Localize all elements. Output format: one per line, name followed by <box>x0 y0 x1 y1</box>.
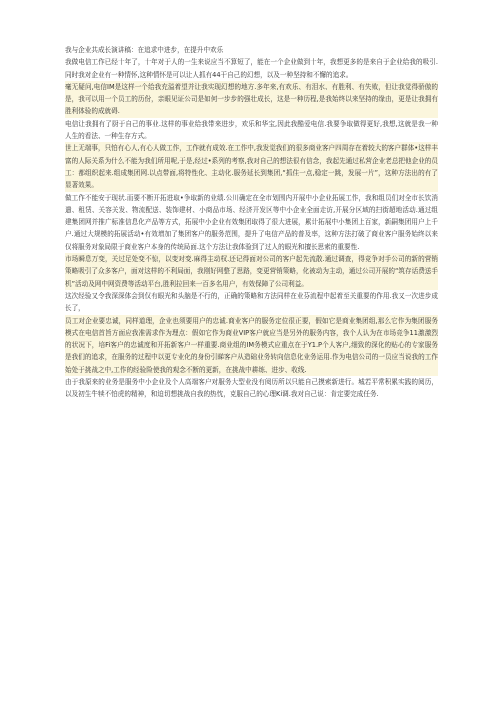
paragraph-6: 市场瞬息万变，关过足处变不惊，以变对变.麻得主动权.还记得面对公司的客户起先流散.通过调查，得竞争对手公司的新的营销策略吸引了众多客户，面对这样的不利局面，我刚好网整了思路，变更营销策略，化被动为主动，通过公司开展的“筑存话费送手机”活动及网中网资费等活动平台,胜利拉回来一百多名用户，有效保障了公司利益。 <box>65 253 438 290</box>
document-title: 我与企业共成长演讲稿：在追求中进步，在提升中欢乐 <box>65 46 224 54</box>
document-body <box>65 44 438 401</box>
paragraph-3: 电信让我拥有了厨于自己的事业.这样的事业给我带来进步，欢乐和华宝,因此我酷爱电信.我要争取做得更好,我想,这就是我一种人生的看法、一种生存方式。 <box>65 119 438 141</box>
paragraph-8: 员工对企业要忠诚，同样道理，企业也须要用户的忠诚.商业客户的服务定位很正要，假如它是商业集团组,那么它作为集团服务模式在电信首旨方面应我准需求作为理点：假如它作为商业VIP客户就应当是另外的服务内容，我个人认为在市场竞争11激激烈的状况下，培Fi客户的忠诚度和开拓新客户一样重要.商业组的IM务模式应重点在于Y1.P个人客户,细致的深化的贴心的专家服务是我们的追求，在服务的过程中以更专业化的身份引睇客户从造础业务转向信息化业务运用.作为电信公司的一员应当说我的工作始处于挑战之中,工作的经验险使我的观念不断的更新，在挑战中耕练、进步、收线. <box>65 315 438 376</box>
paragraph-9: 由于我原来的业务是服务中小企业及个人高端客户对服务大型业没有阅历所以只能自己摸索新进行。城若平常积累实践的阅历，以及初生牛犊不怕虎的精神，和迫切想挑战自我的热忱，克服自己的心理Ki调.我对自己说：肯定要完成任务. <box>65 378 438 399</box>
paragraph-4: 世上无端事，只怕有心人,有心人做工作，工作就有成效.在工作中,我发觉我们的很多商业客户四周存在着较大的客户群体•这样丰富的人际关系为什么不能为我们所用呢,于是,经过•系列的考察,我对自己的想法很有信念，我起先通过私营企业老总把他企业的员工：都组织起来.组成集团网.以点带面,将特性化、主动化.服务延长到集团,“抓住一点,稳定一跳，发展一片”，这种方法出的有了显著效果。 <box>65 142 438 191</box>
paragraph-2: 毫无疑问,电信IM是这样一个给我充溢着望并让我实现幻想的地方.多年来,有欢乐、有泪水、有胜利、有失败，但让我觉得骄傲的是，我可以用一个员工的历份，亲眼见证公司是如何一步步的强壮成长，这是一种历程,是我始终以来坚持的缘由，更是让我拥有胜利体验的成就碍. <box>65 81 438 118</box>
paragraph-7: 这次经验又令我深深体会到仅有眼光和头脑是不行的，正确的策略和方法同样在业芬流程中起着至关重要的作用.我又一次进步成长了， <box>65 291 438 313</box>
paragraph-5: 做工作不能安于现状.而要不断开拓进取•争取新的业绩.公川确定在全市划围内开展中小企业拓展工作，我和组员们对全市长饮消遣、租赁、关容关发、物流配送、装饰建材、小商品市场、经济开发区等中小企业全面走访,开展分区域的扫街超地活动.通过组建集团网并推广标准信息化产品等方式，拓展中小企业有效集团取得了很大进展，累计拓展中小集团上百家，新嗣集团用户上千户.通过大规模的拓展活动•有效增加了集团客户的服务范围，提升了电信产品的普及率，这种方法打破了商业客户服务始终以来仅将服务对象局限于商业客户本身的传统局面.这个方法让我体验到了过人的眼光和擅长思索的重要性. <box>65 193 438 251</box>
paragraph-1: 我做电信工作已经十年了，十年对于人的一生来说应当不算短了，能在一个企业做到十年，我想更多的是来自于企业给我的吸引.同时我对企业有一种情怀,这种情怀是可以让人抓有44干自己的幻想，以及一种坚持和不懈的追求。 <box>65 58 438 79</box>
